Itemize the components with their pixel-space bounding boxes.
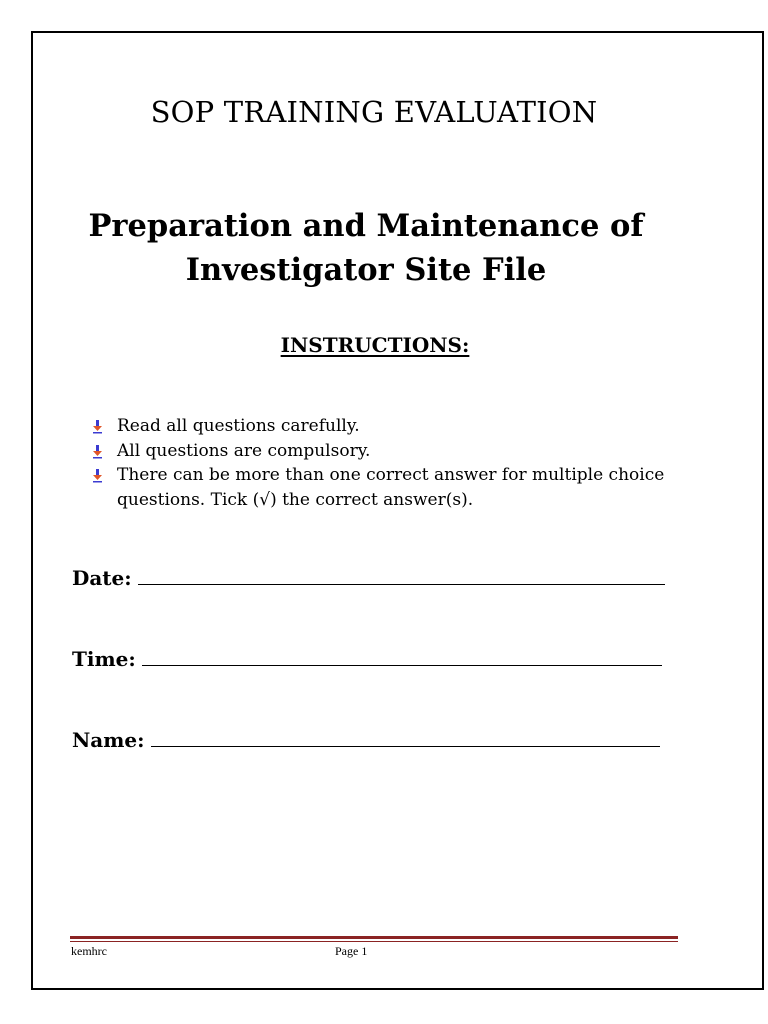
instruction-text: Read all questions carefully.: [117, 416, 360, 436]
down-arrow-bullet-icon: [92, 467, 103, 483]
list-item: [92, 439, 672, 464]
down-arrow-bullet-icon: [92, 443, 103, 459]
subtitle-line-2: Investigator Site File: [185, 252, 547, 288]
document-subtitle: [0, 204, 732, 292]
footer-rule-thick: [70, 936, 678, 939]
instructions-list: [92, 414, 672, 512]
document-title: SOP TRAINING EVALUATION: [150, 95, 598, 129]
instruction-text: All questions are compulsory.: [117, 440, 371, 461]
subtitle-line-1: Preparation and Maintenance of: [88, 208, 644, 244]
instruction-text: There can be more than one correct answer for multiple choice questions. Tick (√) the correct answer(s).: [117, 465, 665, 510]
instructions-heading: INSTRUCTIONS:: [280, 333, 470, 357]
list-item: [92, 414, 672, 439]
footer-page-number: Page 1: [335, 944, 368, 958]
down-arrow-bullet-icon: [92, 418, 103, 434]
name-label: Name:: [72, 728, 145, 752]
list-item: [92, 463, 672, 512]
footer-rule: [70, 936, 678, 942]
date-field: [72, 566, 665, 590]
time-field: [72, 647, 662, 671]
name-blank-line: [151, 745, 660, 747]
footer-organization: kemhrc: [71, 944, 107, 958]
time-label: Time:: [72, 647, 136, 671]
name-field: [72, 728, 660, 752]
time-blank-line: [142, 664, 662, 666]
date-blank-line: [138, 583, 665, 585]
footer-rule-thin: [70, 941, 678, 942]
date-label: Date:: [72, 566, 132, 590]
